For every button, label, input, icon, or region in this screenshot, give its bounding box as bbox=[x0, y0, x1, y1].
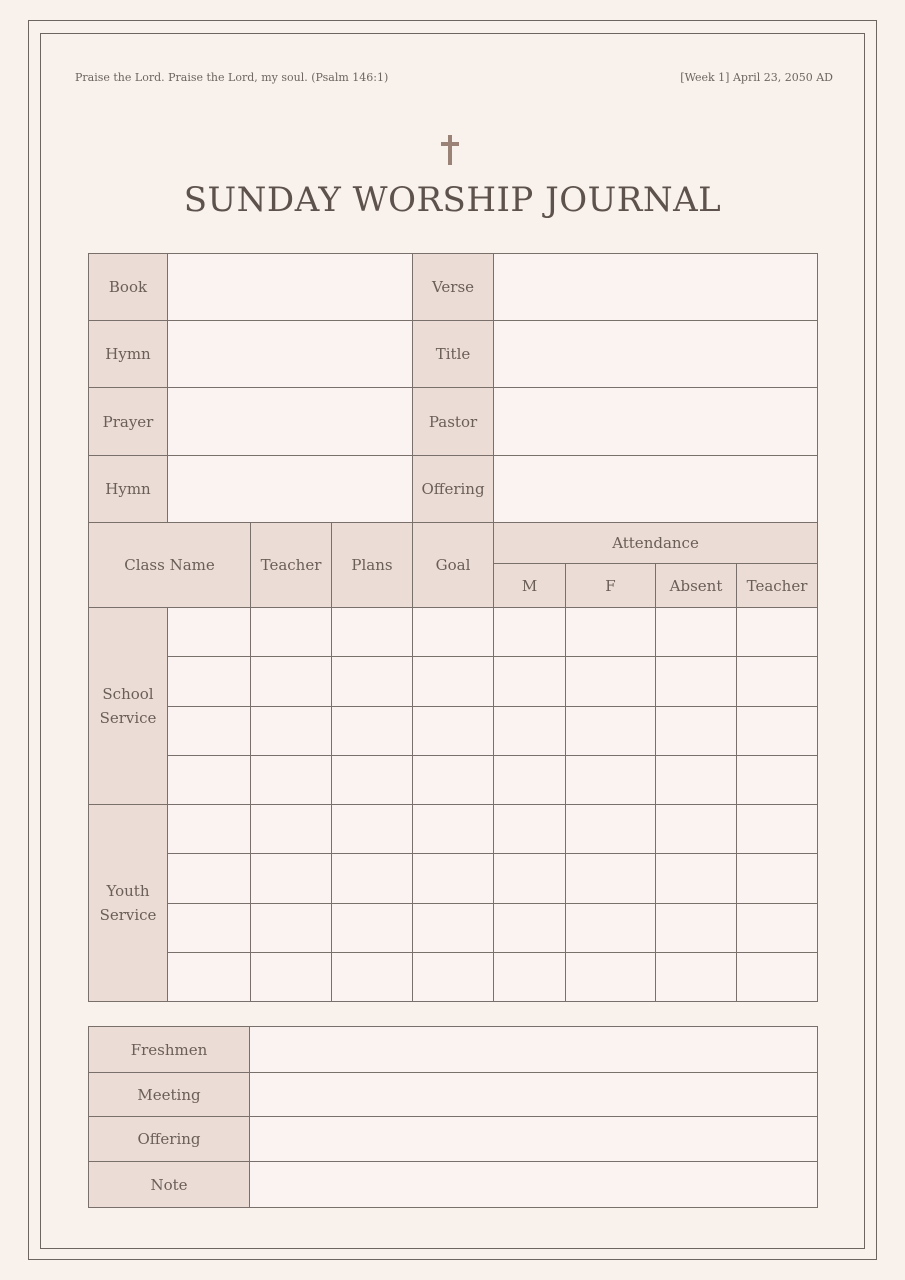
entry-cell[interactable] bbox=[566, 904, 656, 953]
entry-cell[interactable] bbox=[332, 608, 413, 657]
entry-cell[interactable] bbox=[494, 707, 566, 756]
class-name-header: Class Name bbox=[89, 523, 251, 608]
entry-cell[interactable] bbox=[656, 854, 737, 904]
worship-table bbox=[88, 253, 818, 1002]
entry-cell[interactable] bbox=[168, 756, 251, 805]
entry-cell[interactable] bbox=[413, 805, 494, 854]
male-header: M bbox=[494, 564, 566, 608]
table-row bbox=[89, 904, 818, 953]
entry-cell[interactable] bbox=[251, 608, 332, 657]
entry-cell[interactable] bbox=[332, 953, 413, 1002]
table-row bbox=[89, 756, 818, 805]
page-title: SUNDAY WORSHIP JOURNAL bbox=[183, 180, 722, 220]
group-label bbox=[89, 805, 168, 1002]
entry-cell[interactable] bbox=[413, 707, 494, 756]
absent-header: Absent bbox=[656, 564, 737, 608]
entry-cell[interactable] bbox=[737, 608, 818, 657]
entry-cell[interactable] bbox=[494, 657, 566, 707]
female-header: F bbox=[566, 564, 656, 608]
info-label: Prayer bbox=[89, 388, 168, 456]
notes-row bbox=[89, 1073, 818, 1117]
notes-table bbox=[88, 1026, 818, 1208]
attendance-teacher-header: Teacher bbox=[737, 564, 818, 608]
entry-cell[interactable] bbox=[332, 657, 413, 707]
notes-row bbox=[89, 1117, 818, 1162]
teacher-header: Teacher bbox=[251, 523, 332, 608]
entry-cell[interactable] bbox=[251, 805, 332, 854]
hymn-field[interactable] bbox=[168, 456, 413, 523]
book-field[interactable] bbox=[168, 254, 413, 321]
entry-cell[interactable] bbox=[168, 608, 251, 657]
entry-cell[interactable] bbox=[251, 953, 332, 1002]
group-label-line: Service bbox=[99, 709, 157, 727]
entry-cell[interactable] bbox=[656, 756, 737, 805]
info-label: Pastor bbox=[413, 388, 494, 456]
group-label-line: Service bbox=[99, 906, 157, 924]
pastor-field[interactable] bbox=[494, 388, 818, 456]
journal-date: [Week 1] April 23, 2050 AD bbox=[680, 71, 833, 84]
goal-header: Goal bbox=[413, 523, 494, 608]
entry-cell[interactable] bbox=[494, 953, 566, 1002]
info-label: Verse bbox=[413, 254, 494, 321]
group-label bbox=[89, 608, 168, 805]
entry-cell[interactable] bbox=[566, 608, 656, 657]
title-field[interactable] bbox=[494, 321, 818, 388]
entry-cell[interactable] bbox=[494, 904, 566, 953]
info-row bbox=[89, 388, 818, 456]
table-row bbox=[89, 608, 818, 657]
entry-cell[interactable] bbox=[656, 707, 737, 756]
offering-field[interactable] bbox=[494, 456, 818, 523]
entry-cell[interactable] bbox=[251, 756, 332, 805]
info-label: Hymn bbox=[89, 456, 168, 523]
entry-cell[interactable] bbox=[251, 854, 332, 904]
entry-cell[interactable] bbox=[168, 657, 251, 707]
table-row bbox=[89, 854, 818, 904]
entry-cell[interactable] bbox=[332, 904, 413, 953]
group-label-line: Youth bbox=[106, 882, 150, 900]
notes-field[interactable] bbox=[250, 1073, 818, 1117]
entry-cell[interactable] bbox=[656, 953, 737, 1002]
entry-cell[interactable] bbox=[737, 707, 818, 756]
verse-quote: Praise the Lord. Praise the Lord, my soul. (Psalm 146:1) bbox=[75, 71, 389, 84]
entry-cell[interactable] bbox=[168, 805, 251, 854]
info-row bbox=[89, 456, 818, 523]
table-row bbox=[89, 707, 818, 756]
cross-icon bbox=[441, 135, 459, 165]
entry-cell[interactable] bbox=[494, 805, 566, 854]
entry-cell[interactable] bbox=[737, 953, 818, 1002]
entry-cell[interactable] bbox=[737, 657, 818, 707]
plans-header: Plans bbox=[332, 523, 413, 608]
entry-cell[interactable] bbox=[413, 657, 494, 707]
notes-label: Note bbox=[89, 1162, 250, 1208]
entry-cell[interactable] bbox=[332, 756, 413, 805]
entry-cell[interactable] bbox=[413, 608, 494, 657]
entry-cell[interactable] bbox=[251, 707, 332, 756]
entry-cell[interactable] bbox=[566, 657, 656, 707]
entry-cell[interactable] bbox=[332, 854, 413, 904]
notes-label: Freshmen bbox=[89, 1027, 250, 1073]
verse-field[interactable] bbox=[494, 254, 818, 321]
entry-cell[interactable] bbox=[413, 854, 494, 904]
notes-field[interactable] bbox=[250, 1162, 818, 1208]
entry-cell[interactable] bbox=[413, 904, 494, 953]
entry-cell[interactable] bbox=[566, 854, 656, 904]
info-label: Book bbox=[89, 254, 168, 321]
entry-cell[interactable] bbox=[566, 805, 656, 854]
youth-service-group bbox=[89, 805, 818, 1002]
info-label: Title bbox=[413, 321, 494, 388]
entry-cell[interactable] bbox=[494, 756, 566, 805]
entry-cell[interactable] bbox=[656, 904, 737, 953]
entry-cell[interactable] bbox=[168, 904, 251, 953]
notes-field[interactable] bbox=[250, 1027, 818, 1073]
prayer-field[interactable] bbox=[168, 388, 413, 456]
entry-cell[interactable] bbox=[737, 854, 818, 904]
entry-cell[interactable] bbox=[168, 953, 251, 1002]
hymn-field[interactable] bbox=[168, 321, 413, 388]
notes-row bbox=[89, 1162, 818, 1208]
entry-cell[interactable] bbox=[251, 904, 332, 953]
entry-cell[interactable] bbox=[656, 608, 737, 657]
school-service-group bbox=[89, 608, 818, 805]
table-row bbox=[89, 657, 818, 707]
class-header-row bbox=[89, 523, 818, 564]
entry-cell[interactable] bbox=[494, 608, 566, 657]
entry-cell[interactable] bbox=[413, 756, 494, 805]
group-label-line: School bbox=[102, 685, 154, 703]
table-row bbox=[89, 953, 818, 1002]
info-label: Offering bbox=[413, 456, 494, 523]
entry-cell[interactable] bbox=[494, 854, 566, 904]
entry-cell[interactable] bbox=[737, 805, 818, 854]
entry-cell[interactable] bbox=[332, 805, 413, 854]
entry-cell[interactable] bbox=[413, 953, 494, 1002]
notes-row bbox=[89, 1027, 818, 1073]
entry-cell[interactable] bbox=[168, 854, 251, 904]
info-label: Hymn bbox=[89, 321, 168, 388]
entry-cell[interactable] bbox=[566, 953, 656, 1002]
attendance-header: Attendance bbox=[494, 523, 818, 564]
entry-cell[interactable] bbox=[737, 904, 818, 953]
info-row bbox=[89, 254, 818, 321]
entry-cell[interactable] bbox=[332, 707, 413, 756]
entry-cell[interactable] bbox=[656, 805, 737, 854]
table-row bbox=[89, 805, 818, 854]
notes-label: Meeting bbox=[89, 1073, 250, 1117]
entry-cell[interactable] bbox=[737, 756, 818, 805]
entry-cell[interactable] bbox=[566, 756, 656, 805]
entry-cell[interactable] bbox=[656, 657, 737, 707]
entry-cell[interactable] bbox=[566, 707, 656, 756]
notes-field[interactable] bbox=[250, 1117, 818, 1162]
entry-cell[interactable] bbox=[168, 707, 251, 756]
entry-cell[interactable] bbox=[251, 657, 332, 707]
info-row bbox=[89, 321, 818, 388]
notes-label: Offering bbox=[89, 1117, 250, 1162]
